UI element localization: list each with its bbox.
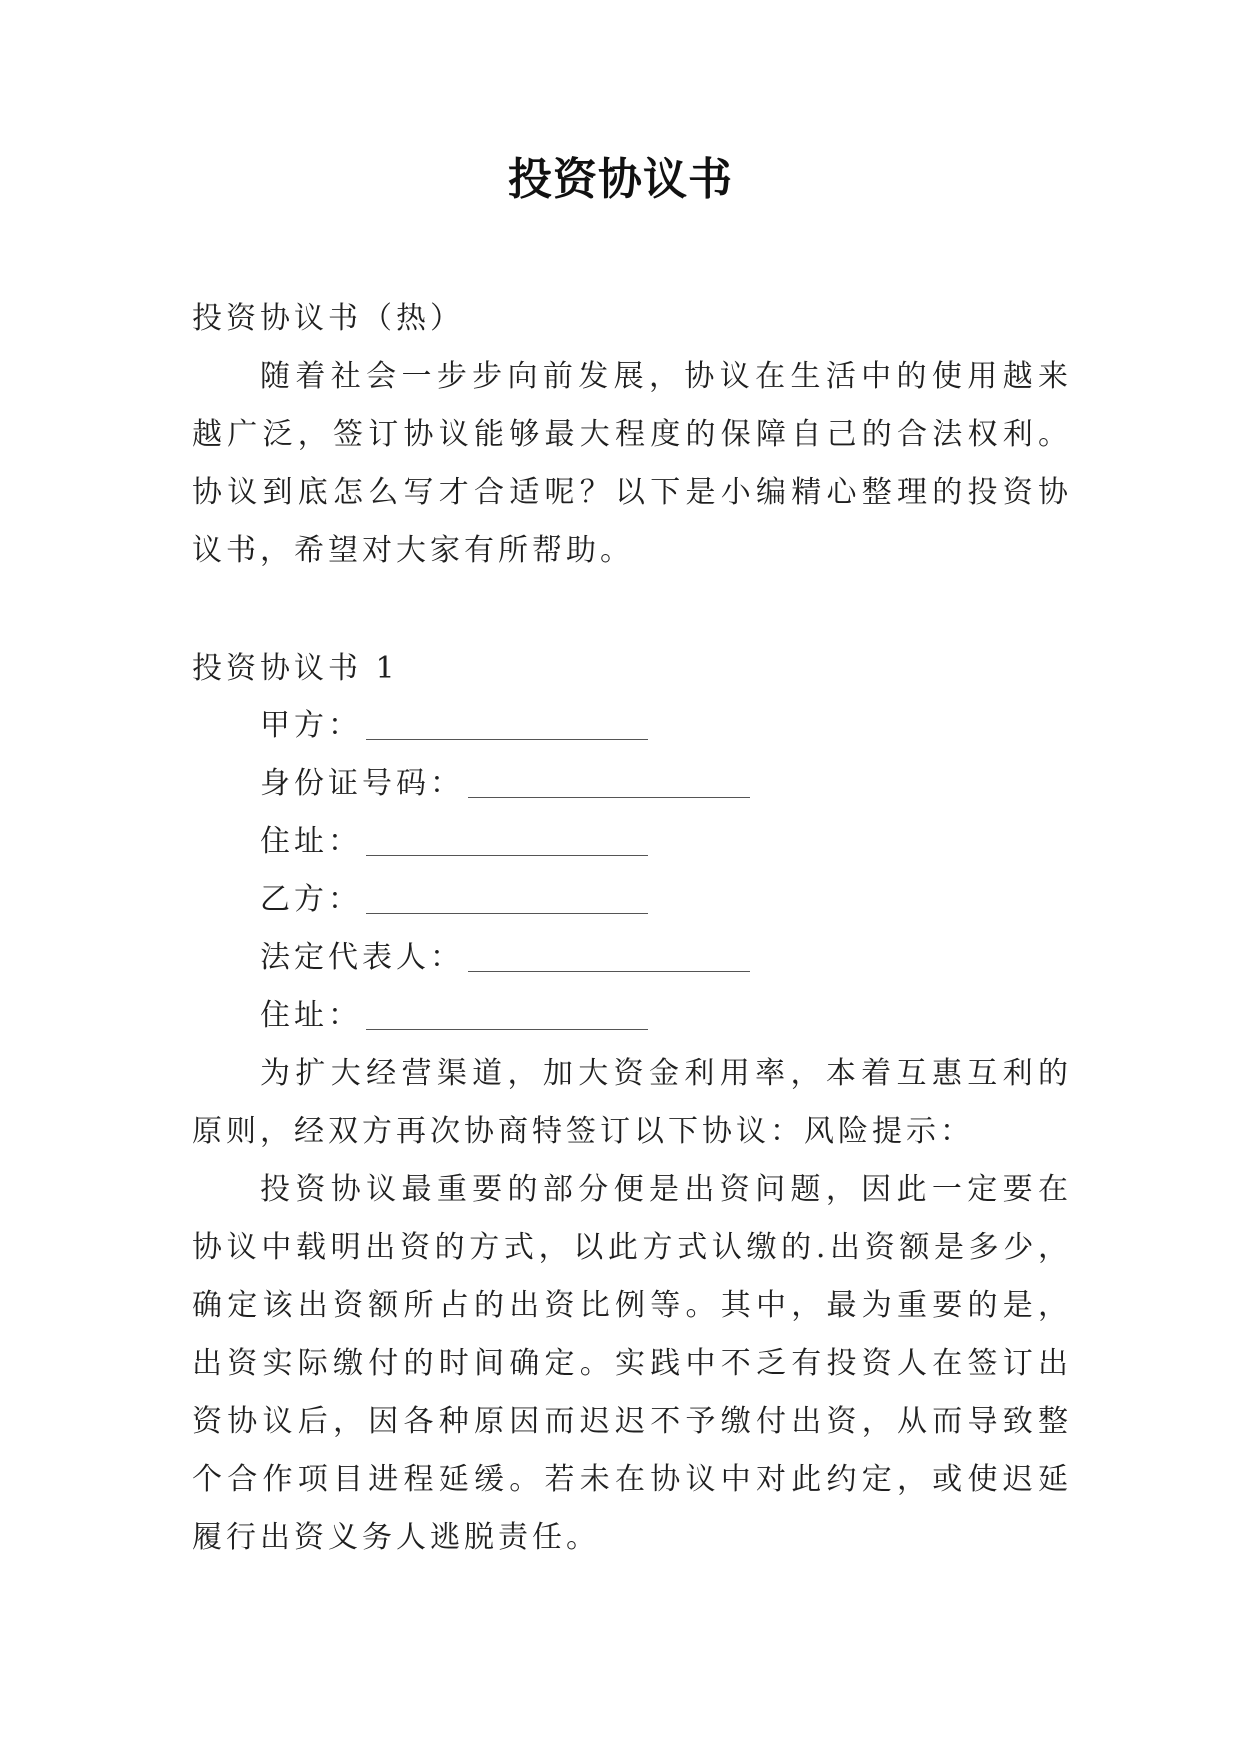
- field-label: 法定代表人：: [260, 940, 464, 975]
- intro-paragraph: 随着社会一步步向前发展，协议在生活中的使用越来越广泛，签订协议能够最大程度的保障自己的合法权利。协议到底怎么写才合适呢？以下是小编精心整理的投资协议书，希望对大家有所帮助。: [192, 359, 1072, 568]
- field-blank-line: [468, 767, 750, 798]
- field-blank-line: [366, 999, 648, 1030]
- field-label: 住址：: [260, 824, 362, 859]
- purpose-paragraph: 为扩大经营渠道，加大资金利用率，本着互惠互利的原则，经双方再次协商特签订以下协议：风险提示：: [192, 1056, 1072, 1149]
- field-blank-line: [366, 825, 648, 856]
- field-row-id-number: [260, 755, 1080, 813]
- field-label: 甲方：: [260, 708, 362, 743]
- field-row-legal-rep: [260, 929, 1080, 987]
- field-blank-line: [366, 709, 648, 740]
- field-label: 身份证号码：: [260, 766, 464, 801]
- field-blank-line: [366, 883, 648, 914]
- field-row-address-b: [260, 987, 1080, 1045]
- section-title: 投资协议书 1: [192, 651, 399, 686]
- party-fields: [260, 697, 1080, 1045]
- field-row-address-a: [260, 813, 1080, 871]
- field-blank-line: [468, 941, 750, 972]
- field-row-party-a: [260, 697, 1080, 755]
- field-row-party-b: [260, 871, 1080, 929]
- risk-note-paragraph: 投资协议最重要的部分便是出资问题，因此一定要在协议中载明出资的方式，以此方式认缴的.出资额是多少，确定该出资额所占的出资比例等。其中，最为重要的是，出资实际缴付的时间确定。实践中不乏有投资人在签订出资协议后，因各种原因而迟迟不予缴付出资，从而导致整个合作项目进程延缓。若未在协议中对此约定，或使迟延履行出资义务人逃脱责任。: [192, 1172, 1072, 1555]
- field-label: 住址：: [260, 998, 362, 1033]
- document-subtitle: 投资协议书（热）: [192, 301, 464, 336]
- field-label: 乙方：: [260, 882, 362, 917]
- document-title: 投资协议书: [508, 154, 733, 205]
